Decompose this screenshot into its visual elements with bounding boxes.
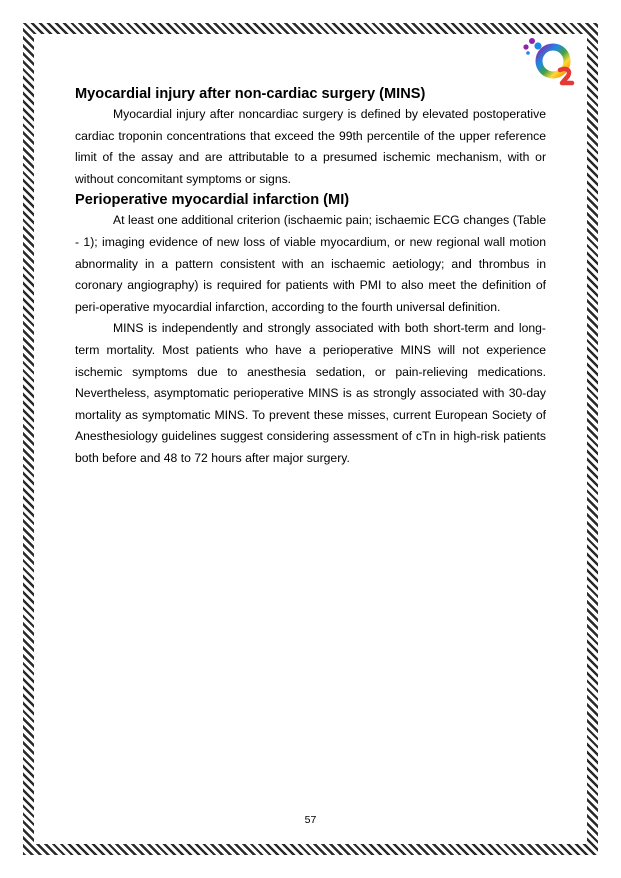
paragraph-mi-criteria: At least one additional criterion (ischaemic pain; ischaemic ECG changes (Table - 1); imaging evidence of new loss of viable myocardium, or new regional wall motion abnormality in a pattern consistent with an ischaemic aetiology; and thrombus in coronary angiography) is required for patients with PMI to also meet the definition of peri-operative myocardial infarction, according to the fourth universal definition. xyxy=(75,213,546,314)
section-heading-perioperative-mi: Perioperative myocardial infarction (MI) xyxy=(75,192,350,209)
page-number: 57 xyxy=(304,814,317,826)
section-heading-mins: Myocardial injury after non-cardiac surgery (MINS) xyxy=(75,86,426,102)
paragraph-mins-definition: Myocardial injury after noncardiac surgery is defined by elevated postoperative cardiac troponin concentrations that exceed the 99th percentile of the upper reference limit of the assay and are attributable to a presumed ischemic mechanism, with or without concomitant symptoms or signs. xyxy=(75,107,546,186)
paragraph-mins-mortality: MINS is independently and strongly associated with both short-term and long-term mortality. Most patients who have a perioperative MINS will not experience ischemic symptoms due to anesthesia sedation, or pain-relieving medications. Nevertheless, asymptomatic perioperative MINS is as strongly associated with 30-day mortality as symptomatic MINS. To prevent these misses, current European Society of Anesthesiology guidelines suggest considering assessment of cTn in high-risk patients both before and 48 to 72 hours after major surgery. xyxy=(75,321,546,465)
o2-logo-graphic xyxy=(522,37,578,87)
document-body xyxy=(75,84,546,470)
o2-logo xyxy=(522,37,578,87)
